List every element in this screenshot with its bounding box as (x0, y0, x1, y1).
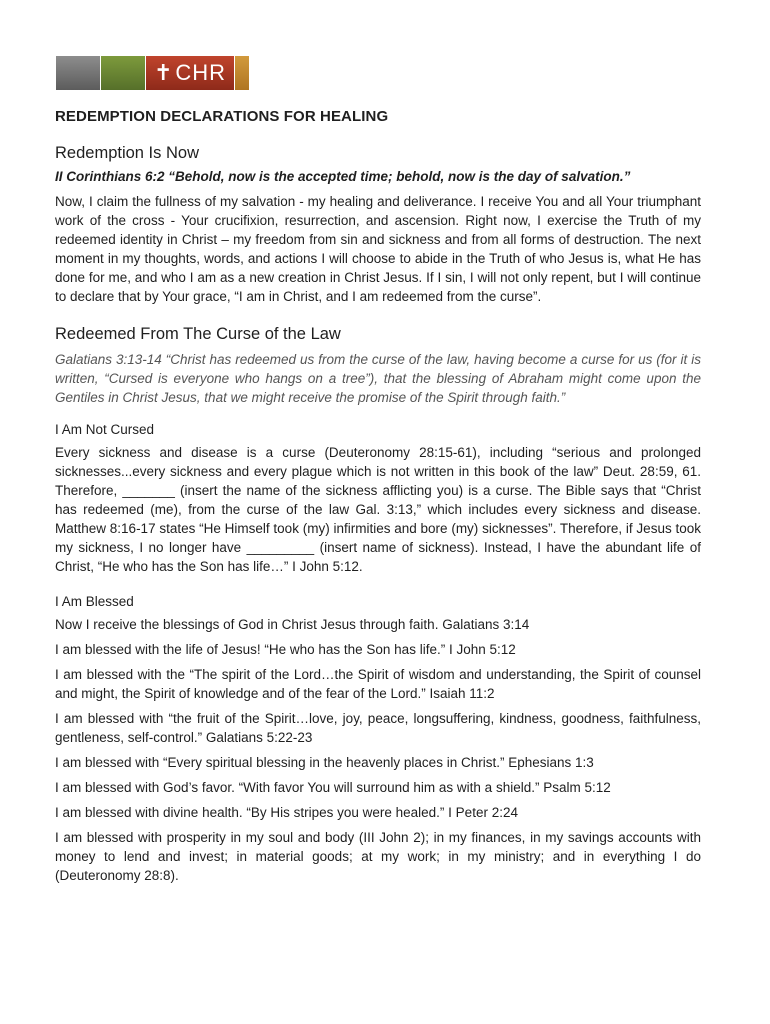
blessing-list (55, 615, 701, 885)
blessing-item: I am blessed with God’s favor. “With favor You will surround him as with a shield.” Psalm 5:12 (55, 780, 611, 795)
blessing-item: I am blessed with “Every spiritual blessing in the heavenly places in Christ.” Ephesians 1:3 (55, 755, 594, 770)
scripture-reference: II Corinthians 6:2 “Behold, now is the accepted time; behold, now is the day of salvation.” (55, 169, 631, 184)
logo-green-block (101, 56, 145, 90)
scripture-reference: Galatians 3:13-14 “Christ has redeemed us from the curse of the law, having become a curse for us (for it is written, “Cursed is everyone who hangs on a tree”), that the blessing of Abraham might come upon the Gentiles in Christ Jesus, that we might receive the promise of the Spirit through faith.” (55, 352, 701, 405)
paragraph: Every sickness and disease is a curse (Deuteronomy 28:15-61), including “serious and prolonged sicknesses...every sickness and every plague which is not written in this book of the law” Deut. 28:59, 61. Therefore, _______ (insert the name of the sickness afflicting you) is a curse. The Bible says that “Christ has redeemed (me), from the curse of the law Gal. 3:13,” which includes every sickness and disease. Matthew 8:16-17 states “He Himself took (my) infirmities and bore (my) sicknesses”. Therefore, if Jesus took my sickness, I no longer have _________ (insert name of sickness). Instead, I have the abundant life of Christ, “He who has the Son has life…” I John 5:12. (55, 445, 701, 574)
logo-text: CHR (175, 60, 227, 85)
section-heading-curse-of-law: Redeemed From The Curse of the Law (55, 325, 341, 343)
document-body (55, 108, 701, 891)
logo-chr-block (146, 56, 234, 90)
blessing-item: Now I receive the blessings of God in Christ Jesus through faith. Galatians 3:14 (55, 617, 530, 632)
blessing-item: I am blessed with the life of Jesus! “He who has the Son has life.” I John 5:12 (55, 642, 516, 657)
subheading-not-cursed: I Am Not Cursed (55, 422, 155, 437)
blessing-item: I am blessed with the “The spirit of the Lord…the Spirit of wisdom and understanding, the Spirit of counsel and might, the Spirit of knowledge and of the fear of the Lord.” Isaiah 11:2 (55, 667, 701, 701)
section-heading-redemption-now: Redemption Is Now (55, 144, 199, 162)
logo-gray-block (56, 56, 100, 90)
blessing-item: I am blessed with “the fruit of the Spirit…love, joy, peace, longsuffering, kindness, goodness, faithfulness, gentleness, self-control.” Galatians 5:22-23 (55, 711, 701, 745)
cross-icon: ✝ (153, 60, 174, 85)
paragraph: Now, I claim the fullness of my salvation - my healing and deliverance. I receive You and all Your triumphant work of the cross - Your crucifixion, resurrection, and ascension. Right now, I exercise the Truth of my redeemed identity in Christ – my freedom from sin and sickness and from all forms of destruction. The next moment in my thoughts, words, and actions I will choose to abide in the Truth of who Jesus is, what He has done for me, and who I am as a new creation in Christ Jesus. If I sin, I will not only repent, but I will continue to declare that by Your grace, “I am in Christ, and I am redeemed from the curse”. (55, 194, 701, 304)
page-title: REDEMPTION DECLARATIONS FOR HEALING (55, 108, 389, 125)
subheading-blessed: I Am Blessed (55, 594, 134, 609)
logo-gold-block (235, 56, 249, 90)
logo (56, 56, 250, 90)
blessing-item: I am blessed with divine health. “By His stripes you were healed.” I Peter 2:24 (55, 805, 518, 820)
blessing-item: I am blessed with prosperity in my soul and body (III John 2); in my finances, in my savings accounts with money to lend and invest; in material goods; at my work; in my ministry; and in everything I do (Deuteronomy 28:8). (55, 830, 701, 883)
